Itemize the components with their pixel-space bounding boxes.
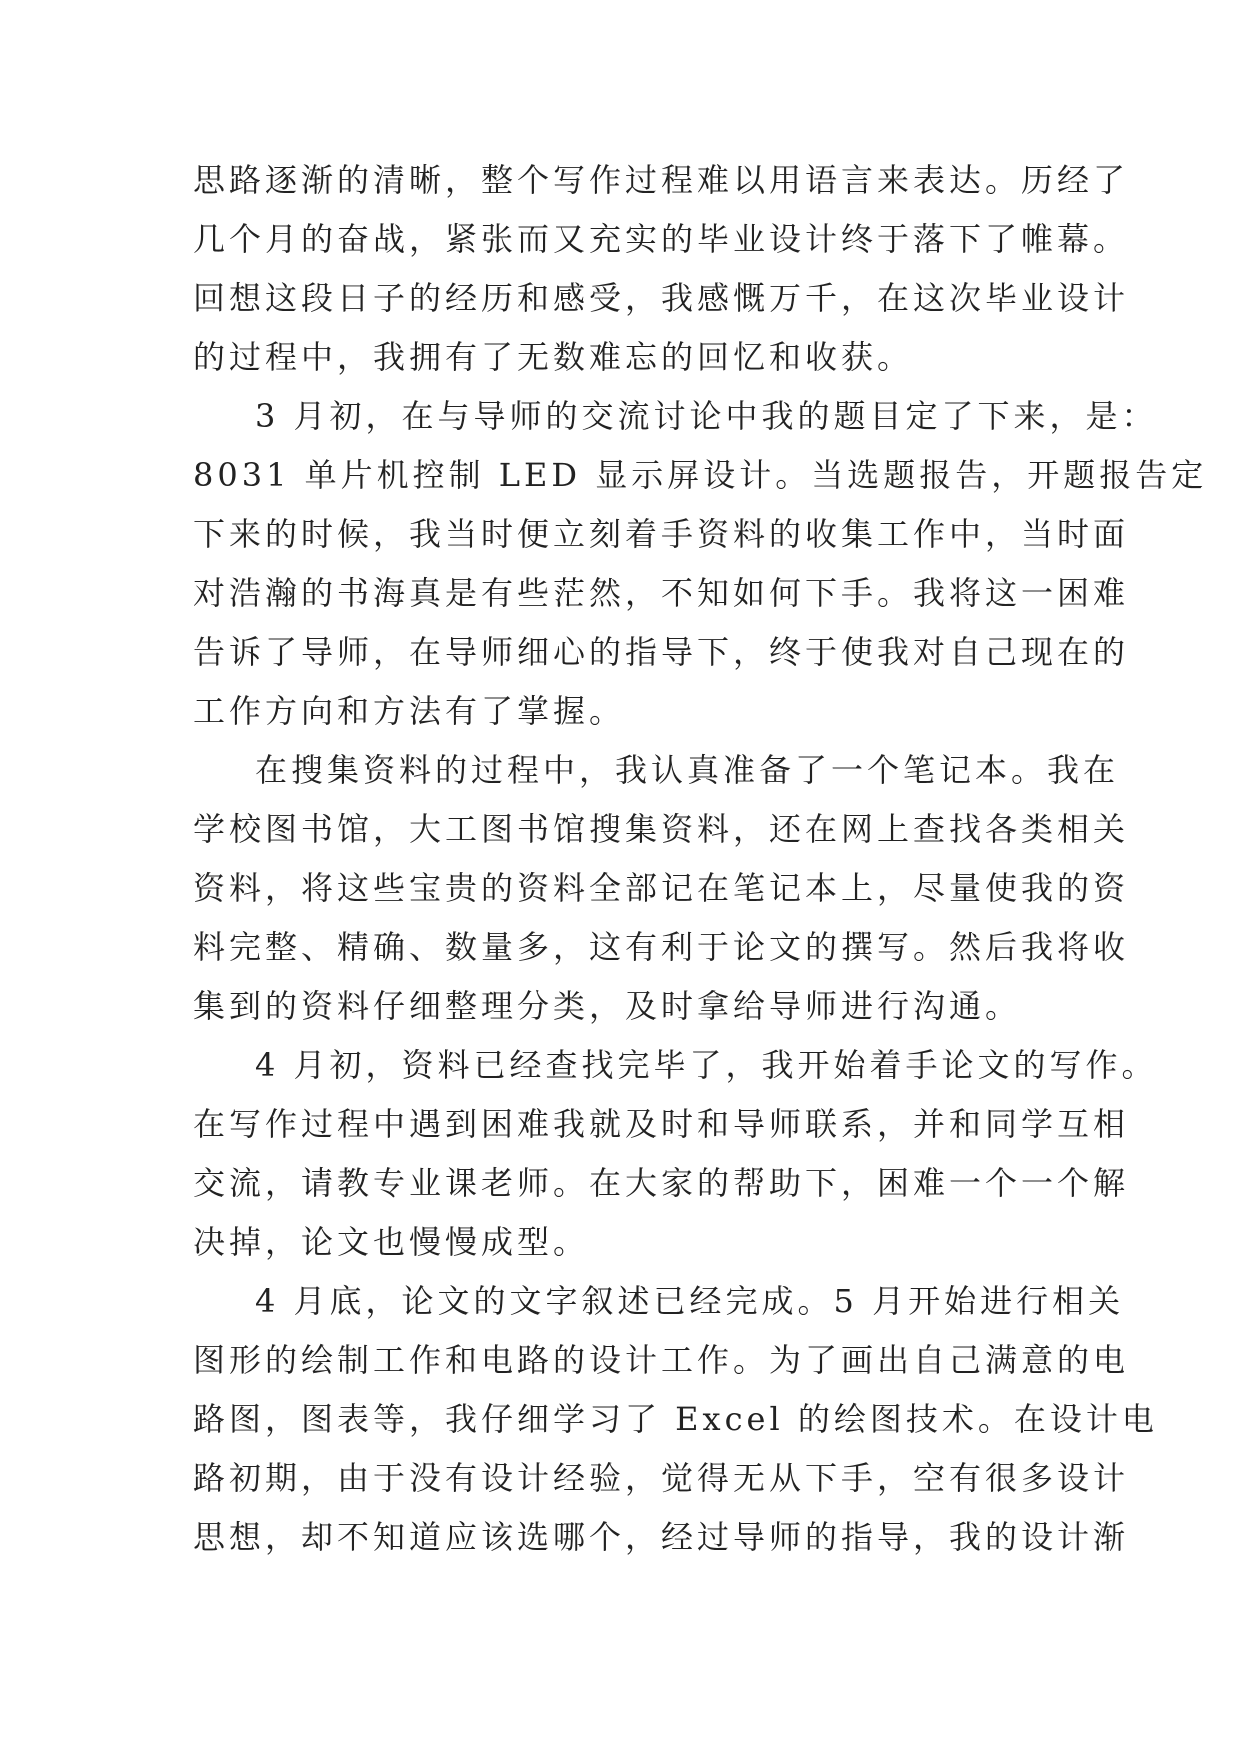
text-line: 学校图书馆，大工图书馆搜集资料，还在网上查找各类相关	[193, 810, 1130, 848]
text-line: 下来的时候，我当时便立刻着手资料的收集工作中，当时面	[193, 515, 1130, 553]
text-line: 的过程中，我拥有了无数难忘的回忆和收获。	[193, 338, 914, 376]
paragraph-start-line: 4 月初，资料已经查找完毕了，我开始着手论文的写作。	[255, 1046, 1158, 1084]
text-line: 路图，图表等，我仔细学习了 Excel 的绘图技术。在设计电	[193, 1400, 1158, 1438]
text-line: 8031 单片机控制 LED 显示屏设计。当选题报告，开题报告定	[193, 456, 1208, 494]
text-line: 思路逐渐的清晰，整个写作过程难以用语言来表达。历经了	[193, 161, 1130, 199]
text-line: 几个月的奋战，紧张而又充实的毕业设计终于落下了帷幕。	[193, 220, 1130, 258]
paragraph-start-line: 3 月初，在与导师的交流讨论中我的题目定了下来，是：	[255, 397, 1158, 435]
text-line: 图形的绘制工作和电路的设计工作。为了画出自己满意的电	[193, 1341, 1130, 1379]
text-line: 料完整、精确、数量多，这有利于论文的撰写。然后我将收	[193, 928, 1130, 966]
text-line: 路初期，由于没有设计经验，觉得无从下手，空有很多设计	[193, 1459, 1130, 1497]
text-line: 资料，将这些宝贵的资料全部记在笔记本上，尽量使我的资	[193, 869, 1130, 907]
text-line: 思想，却不知道应该选哪个，经过导师的指导，我的设计渐	[193, 1518, 1130, 1556]
text-line: 对浩瀚的书海真是有些茫然，不知如何下手。我将这一困难	[193, 574, 1130, 612]
paragraph-start-line: 4 月底，论文的文字叙述已经完成。5 月开始进行相关	[255, 1282, 1125, 1320]
text-line: 交流，请教专业课老师。在大家的帮助下，困难一个一个解	[193, 1164, 1130, 1202]
text-line: 告诉了导师，在导师细心的指导下，终于使我对自己现在的	[193, 633, 1130, 671]
text-line: 工作方向和方法有了掌握。	[193, 692, 626, 730]
paragraph-start-line: 在搜集资料的过程中，我认真准备了一个笔记本。我在	[255, 751, 1120, 789]
text-line: 回想这段日子的经历和感受，我感慨万千，在这次毕业设计	[193, 279, 1130, 317]
text-line: 集到的资料仔细整理分类，及时拿给导师进行沟通。	[193, 987, 1022, 1025]
document-body	[193, 151, 1208, 1567]
text-line: 在写作过程中遇到困难我就及时和导师联系，并和同学互相	[193, 1105, 1130, 1143]
text-line: 决掉，论文也慢慢成型。	[193, 1223, 590, 1261]
